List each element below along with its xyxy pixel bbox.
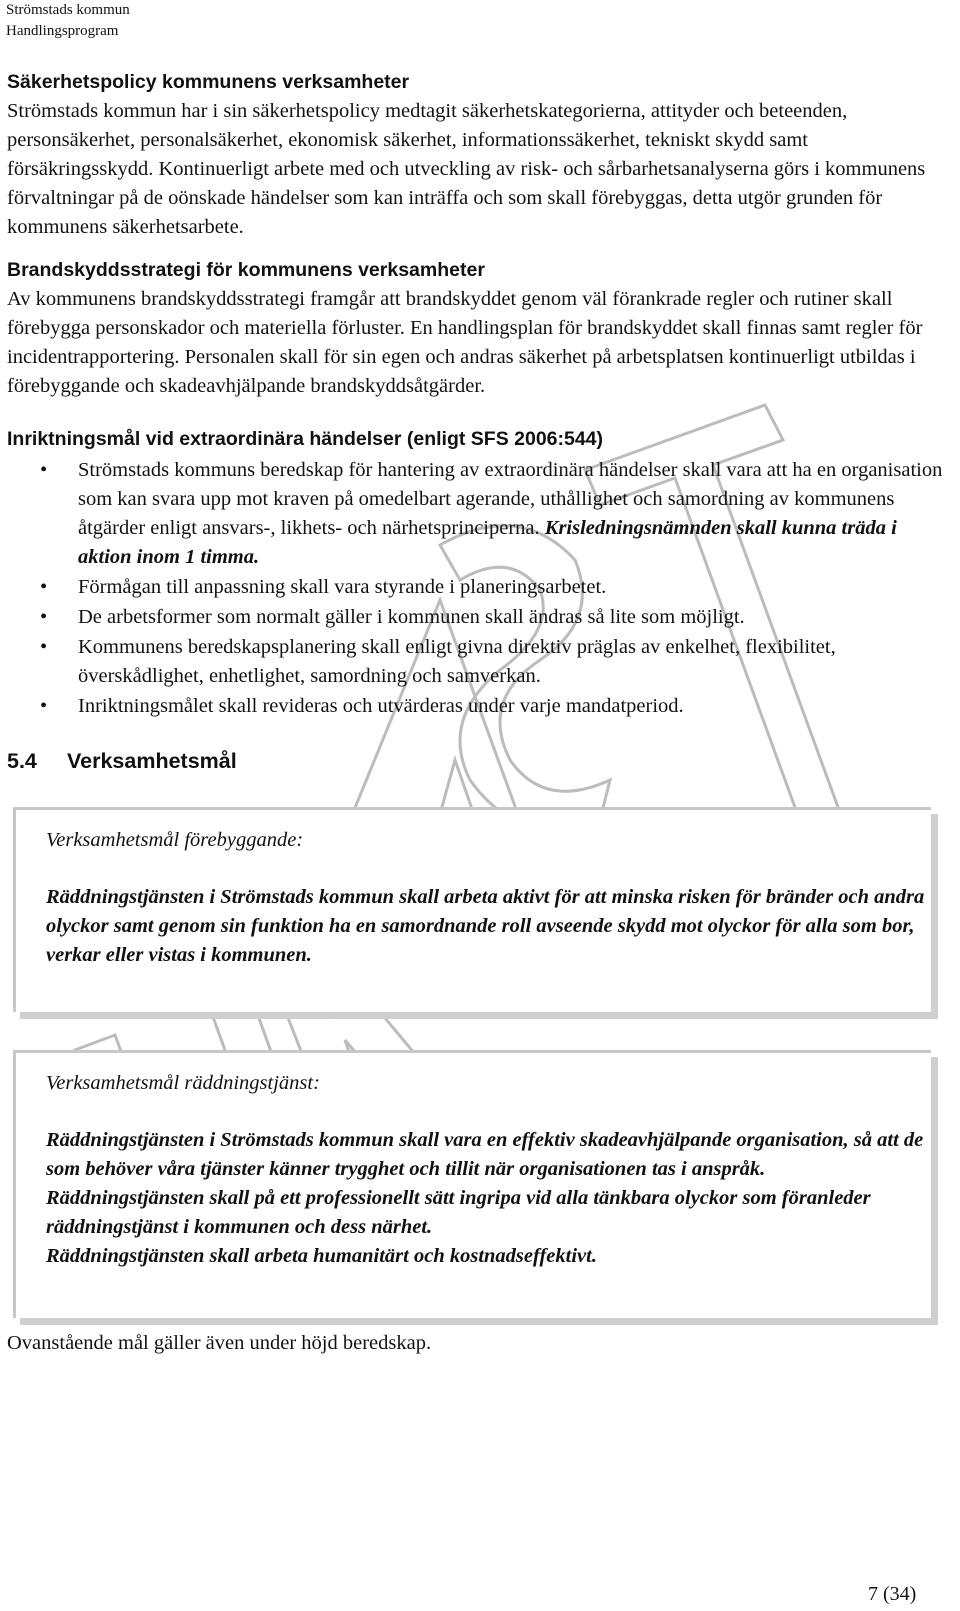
fire-strategy-text: Av kommunens brandskyddsstrategi framgår att brandskyddet genom väl förankrade regler och rutiner skall förebygga personskador och materiella förluster. En handlingsplan för brandskyddet skall finnas samt regler för incidentrapportering. Personalen skall för sin egen och andras säkerhet på arbetsplatsen kontinuerligt utbildas i förebyggande och skadeavhjälpande brandskyddsåtgärder.: [7, 288, 923, 397]
goal-box-title: Verksamhetsmål räddningstjänst:: [46, 1072, 320, 1094]
section-extraordinary-events: [7, 425, 947, 721]
list-item: [7, 633, 947, 691]
page-content: [7, 68, 947, 1358]
goal-box-rescue-service: [13, 1050, 931, 1318]
list-item: [7, 573, 947, 602]
list-item-emphasis: Krisledningsnämnden skall kunna träda i aktion inom 1 timma.: [78, 517, 897, 568]
page-number: 7 (34): [868, 1583, 917, 1605]
section-fire-strategy: [7, 256, 947, 401]
section-number: 5.4: [7, 749, 37, 773]
bullet-icon: •: [40, 636, 48, 658]
security-policy-text: Strömstads kommun har i sin säkerhetspolicy medtagit säkerhetskategorierna, attityder och beteenden, personsäkerhet, personalsäkerhet, ekonomisk säkerhet, informationssäkerhet, tekniskt skydd samt försäkringsskydd. Kontinuerligt arbete med och utveckling av risk- och sårbarhetsanalyserna görs i kommunens förvaltningar på de oönskade händelser som kan inträffa och som skall förebyggas, detta utgör grunden för kommunens säkerhetsarbete.: [7, 100, 926, 238]
section-heading-5-4: [7, 746, 947, 776]
footer-note: Ovanstående mål gäller även under höjd beredskap.: [7, 1332, 432, 1354]
goal-box-text: Räddningstjänsten i Strömstads kommun skall vara en effektiv skadeavhjälpande organisation, så att de som behöver våra tjänster känner trygghet och tillit när organisationen tas i anspråk.: [46, 1129, 924, 1180]
list-item-text: Kommunens beredskapsplanering skall enligt givna direktiv präglas av enkelhet, flexibilitet, överskådlighet, enhetlighet, samordning och samverkan.: [78, 636, 836, 687]
header-org: Strömstads kommun: [6, 2, 130, 18]
goal-box-text: Räddningstjänsten skall på ett professionellt sätt ingripa vid alla tänkbara olyckor som föranleder räddningstjänst i kommunen och dess närhet.: [46, 1187, 871, 1238]
goal-box-text: Räddningstjänsten skall arbeta humanitärt och kostnadseffektivt.: [46, 1245, 597, 1267]
bullet-icon: •: [40, 606, 48, 628]
goal-box-prevention: [13, 807, 931, 1012]
page-header: [6, 0, 130, 42]
section-security-policy: [7, 68, 947, 242]
list-item-text: Förmågan till anpassning skall vara styrande i planeringsarbetet.: [78, 576, 607, 598]
objectives-list: [7, 456, 947, 721]
goal-box-title: Verksamhetsmål förebyggande:: [46, 829, 304, 851]
list-item: [7, 692, 947, 721]
list-item-text: Inriktningsmålet skall revideras och utvärderas under varje mandatperiod.: [78, 695, 684, 717]
extraordinary-events-heading: Inriktningsmål vid extraordinära händelser (enligt SFS 2006:544): [7, 428, 604, 450]
bullet-icon: •: [40, 459, 48, 481]
security-policy-heading: Säkerhetspolicy kommunens verksamheter: [7, 71, 410, 93]
header-doc-title: Handlingsprogram: [6, 23, 119, 39]
bullet-icon: •: [40, 695, 48, 717]
goal-box-text: Räddningstjänsten i Strömstads kommun skall arbeta aktivt för att minska risken för bränder och andra olyckor samt genom sin funktion ha en samordnande roll avseende skydd mot olyckor för alla som bor, verkar eller vistas i kommunen.: [46, 886, 925, 966]
list-item-text: Strömstads kommuns beredskap för hantering av extraordinära händelser skall vara att ha en organisation som kan svara upp mot kraven på omedelbart agerande, uthållighet och samordning av kommunens åtgärder enligt ansvars-, likhets- och närhetsprinciperna.: [78, 459, 943, 539]
list-item: [7, 603, 947, 632]
section-title: Verksamhetsmål: [67, 749, 237, 773]
list-item-text: De arbetsformer som normalt gäller i kommunen skall ändras så lite som möjligt.: [78, 606, 745, 628]
bullet-icon: •: [40, 576, 48, 598]
fire-strategy-heading: Brandskyddsstrategi för kommunens verksamheter: [7, 259, 485, 281]
list-item: [7, 456, 947, 572]
